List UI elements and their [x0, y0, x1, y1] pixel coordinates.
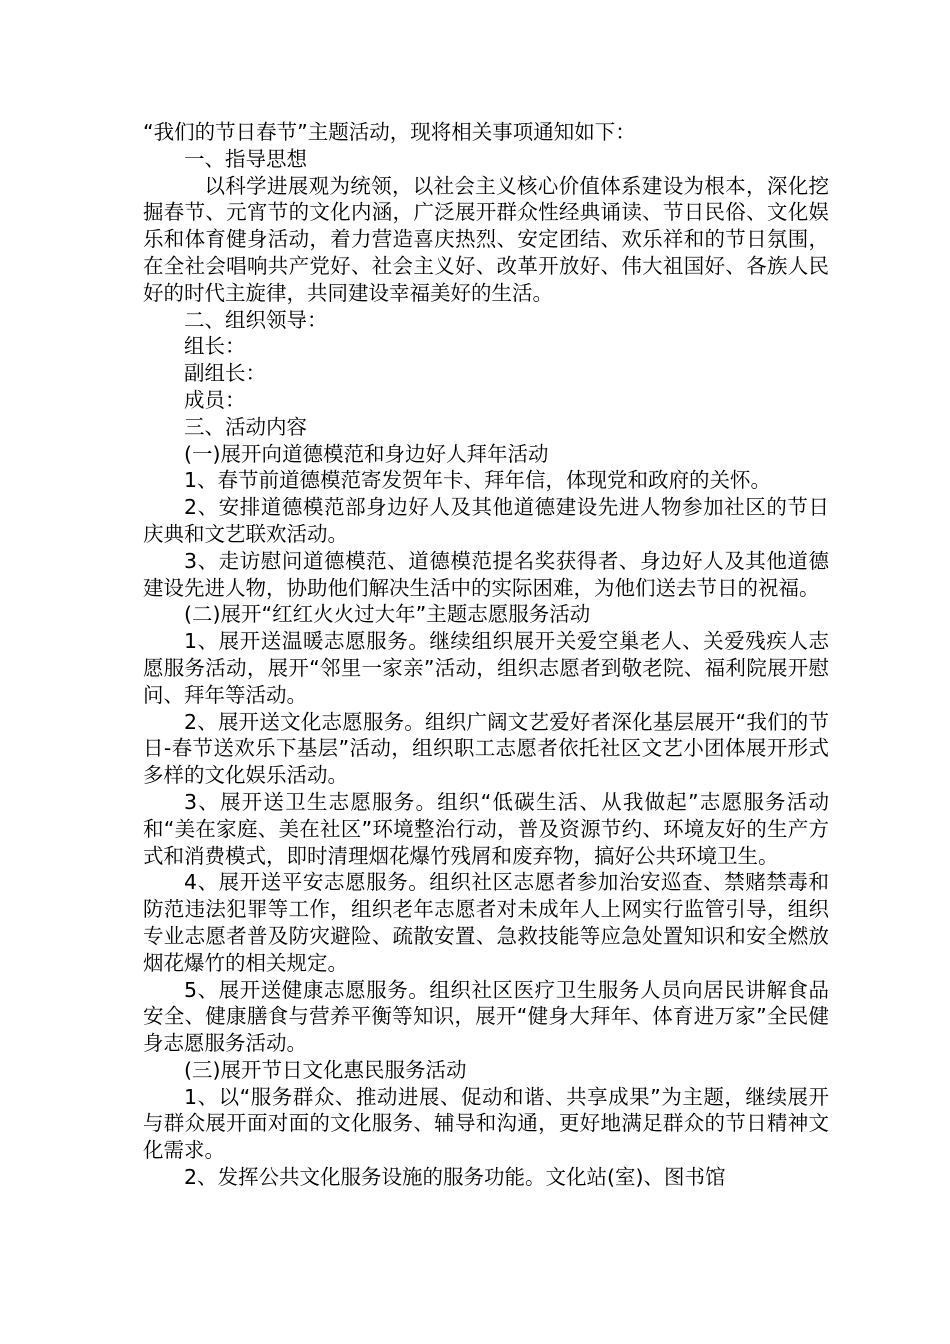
list-item: 3、走访慰问道德模范、道德模范提名奖获得者、身边好人及其他道德建设先进人物，协助他们解决生活中的实际困难，为他们送去节日的祝福。: [143, 548, 829, 600]
list-item: 2、发挥公共文化服务设施的服务功能。文化站(室)、图书馆: [184, 1165, 726, 1190]
list-item: 2、安排道德模范部身边好人及其他道德建设先进人物参加社区的节日庆典和文艺联欢活动。: [143, 495, 829, 546]
subsection-heading-1: (一)展开向道德模范和身边好人拜年活动: [184, 441, 549, 466]
document-body: [143, 119, 829, 1191]
subsection-heading-2: (二)展开“红红火火过大年”主题志愿服务活动: [184, 602, 591, 627]
list-item: 2、展开送文化志愿服务。组织广阔文艺爱好者深化基层展开“我们的节日-春节送欢乐下基层”活动，组织职工志愿者依托社区文艺小团体展开形式多样的文化娱乐活动。: [143, 709, 829, 788]
section-heading-guiding-ideology: 一、指导思想: [184, 146, 307, 171]
section-heading-organization: 二、组织领导：: [184, 307, 328, 332]
list-item: 5、展开送健康志愿服务。组织社区医疗卫生服务人员向居民讲解食品安全、健康膳食与营养平衡等知识，展开“健身大拜年、体育进万家”全民健身志愿服务活动。: [143, 977, 829, 1056]
subsection-heading-3: (三)展开节日文化惠民服务活动: [184, 1057, 467, 1082]
list-item: 4、展开送平安志愿服务。组织社区志愿者参加治安巡查、禁赌禁毒和防范违法犯罪等工作，组织老年志愿者对未成年人上网实行监管引导，组织专业志愿者普及防灾避险、疏散安置、急救技能等应急处置知识和安全燃放烟花爆竹的相关规定。: [143, 870, 829, 975]
list-item: 1、展开送温暖志愿服务。继续组织展开关爱空巢老人、关爱残疾人志愿服务活动，展开“邻里一家亲”活动，组织志愿者到敬老院、福利院展开慰问、拜年等活动。: [143, 629, 829, 707]
list-item: 3、展开送卫生志愿服务。组织“低碳生活、从我做起”志愿服务活动和“美在家庭、美在社区”环境整治行动，普及资源节约、环境友好的生产方式和消费模式，即时清理烟花爆竹残屑和废弃物，搞好公共环境卫生。: [143, 789, 829, 868]
org-members-line: 成员：: [184, 387, 246, 412]
list-item: 1、以“服务群众、推动进展、促动和谐、共享成果”为主题，继续展开与群众展开面对面的文化服务、辅导和沟通，更好地满足群众的节日精神文化需求。: [143, 1084, 829, 1163]
section-heading-activities: 三、活动内容: [184, 414, 307, 439]
list-item: 1、春节前道德模范寄发贺年卡、拜年信，体现党和政府的关怀。: [184, 468, 772, 493]
org-leader-line: 组长：: [184, 334, 246, 359]
org-deputy-leader-line: 副组长：: [184, 361, 266, 386]
intro-line: “我们的节日春节”主题活动，现将相关事项通知如下：: [143, 120, 636, 144]
paragraph-guiding-ideology: 以科学进展观为统领，以社会主义核心价值体系建设为根本，深化挖掘春节、元宵节的文化内涵，广泛展开群众性经典诵读、节日民俗、文化娱乐和体育健身活动，着力营造喜庆热烈、安定团结、欢乐祥和的节日氛围，在全社会唱响共产党好、社会主义好、改革开放好、伟大祖国好、各族人民好的时代主旋律，共同建设幸福美好的生活。: [143, 173, 829, 305]
